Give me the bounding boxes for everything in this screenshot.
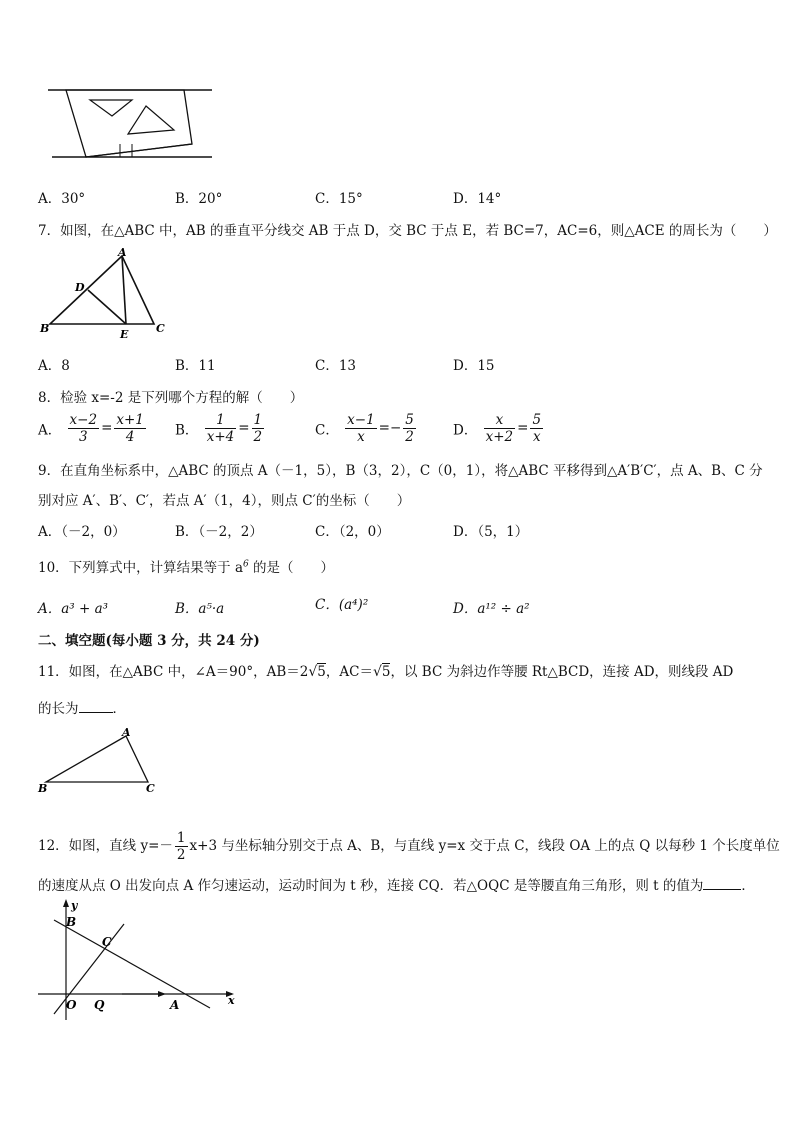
- section-title: 二、填空题(每小题 3 分，共 24 分): [38, 633, 260, 649]
- q6-option-b: B．20°: [175, 191, 223, 207]
- q9-option-d: D．（5，1）: [453, 524, 529, 540]
- q7-label-d: D: [75, 281, 85, 294]
- q7-option-d: D．15: [453, 358, 495, 374]
- q12-question-line2: 的速度从点 O 出发向点 A 作匀速运动，运动时间为 t 秒，连接 CQ．若△OQC 是等腰直角三角形，则 t 的值为 ．: [38, 878, 755, 894]
- q12-label-a: A: [170, 998, 180, 1012]
- q10-option-a: A．a³ + a³: [38, 601, 109, 617]
- q11-question-line2: 的长为 ．: [38, 701, 126, 717]
- q10-option-b: B．a⁵·a: [175, 601, 225, 617]
- q11-label-c: C: [146, 782, 155, 795]
- q8-option-b: B． $\frac{1}{x+4}$ = $\frac{1}{2}$: [175, 412, 263, 445]
- q11-figure: [34, 724, 164, 796]
- q6-option-d: D．14°: [453, 191, 502, 207]
- q7-label-a: A: [118, 246, 127, 259]
- q10-option-d: D．a¹² ÷ a²: [453, 601, 530, 617]
- q9-option-a: A．（－2，0）: [38, 524, 126, 540]
- q9-question-line2: 别对应 A′、B′、C′，若点 A′（1，4），则点 C′的坐标（ ）: [38, 493, 411, 509]
- q8-option-c: C． $\frac{x-1}{x}$ =− $\frac{5}{2}$: [315, 412, 414, 445]
- q7-question: 7．如图，在△ABC 中，AB 的垂直平分线交 AB 于点 D，交 BC 于点 E，若 BC=7，AC=6，则△ACE 的周长为（ ）: [38, 223, 777, 239]
- q12-label-x: x: [228, 994, 235, 1007]
- q6-option-a: A．30°: [38, 191, 86, 207]
- q7-option-b: B．11: [175, 358, 216, 374]
- q12-label-c: C: [102, 935, 112, 949]
- q8-option-a: A． $\frac{x-2}{3}$ = $\frac{x+1}{4}$: [38, 412, 144, 445]
- q9-option-c: C．（2，0）: [315, 524, 390, 540]
- q12-label-b: B: [66, 915, 77, 929]
- q11-label-b: B: [38, 782, 48, 795]
- q12-label-o: O: [66, 998, 77, 1012]
- q7-figure: [36, 246, 170, 342]
- q7-option-c: C．13: [315, 358, 357, 374]
- q11-question-line1: 11．如图，在△ABC 中，∠A＝90°，AB＝2√5，AC＝√5，以 BC 为斜边作等腰 Rt△BCD，连接 AD，则线段 AD: [38, 664, 734, 680]
- q7-option-a: A．8: [38, 358, 70, 374]
- q12-label-q: Q: [94, 998, 105, 1012]
- q7-label-c: C: [156, 322, 165, 335]
- q9-option-b: B．（－2，2）: [175, 524, 263, 540]
- q7-label-e: E: [120, 328, 129, 341]
- q6-option-c: C．15°: [315, 191, 363, 207]
- q11-answer-blank[interactable]: [79, 700, 113, 713]
- q10-option-c: C．(a⁴)²: [315, 597, 369, 613]
- q12-answer-blank[interactable]: [703, 877, 741, 890]
- q8-question: 8．检验 x=-2 是下列哪个方程的解（ ）: [38, 390, 304, 406]
- q7-label-b: B: [40, 322, 50, 335]
- q12-label-y: y: [71, 899, 78, 912]
- q11-label-a: A: [122, 726, 131, 739]
- q12-figure: [36, 896, 240, 1024]
- q12-question-line1: 12．如图，直线 y=－ $\frac{1}{2}$ x+3 与坐标轴分别交于点 A、B，与直线 y=x 交于点 C，线段 OA 上的点 Q 以每秒 1 个长度单位: [38, 830, 780, 863]
- q9-question-line1: 9．在直角坐标系中，△ABC 的顶点 A（－1，5），B（3，2），C（0，1），将△ABC 平移得到△A′B′C′，点 A、B、C 分: [38, 463, 763, 479]
- q8-option-d: D． $\frac{x}{x+2}$ = $\frac{5}{x}$: [453, 412, 542, 445]
- q10-question: 10．下列算式中，计算结果等于 $a^6$ 的是（ ）: [38, 559, 335, 576]
- q6-figure: [44, 84, 216, 162]
